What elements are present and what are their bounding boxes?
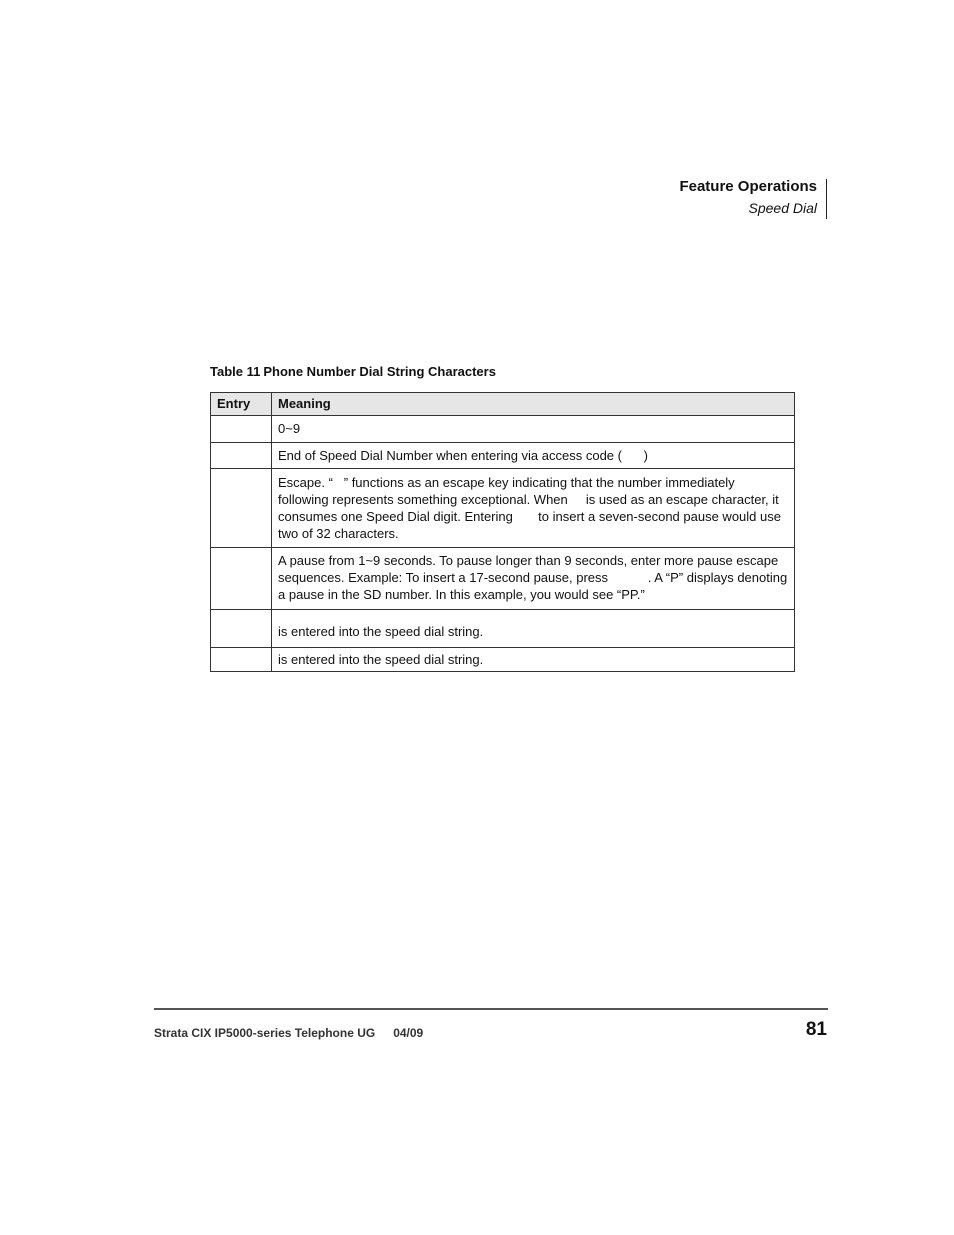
table-row	[211, 469, 795, 548]
table-title: Phone Number Dial String Characters	[263, 364, 496, 379]
meaning-cell: 0~9	[272, 416, 795, 443]
entry-cell	[211, 443, 272, 469]
entry-cell	[211, 648, 272, 672]
entry-cell	[211, 416, 272, 443]
meaning-cell: Escape. “ ” functions as an escape key indicating that the number immediately following represents something exceptional. When is used as an escape character, it consumes one Speed Dial digit. Entering to insert a seven-second pause would use two of 32 characters.	[272, 469, 795, 548]
table-row	[211, 648, 795, 672]
table-caption	[210, 364, 496, 379]
entry-cell	[211, 610, 272, 648]
footer	[154, 1026, 423, 1040]
running-header	[679, 177, 817, 217]
table-row	[211, 416, 795, 443]
table-row	[211, 548, 795, 610]
column-header-entry: Entry	[211, 393, 272, 416]
footer-divider	[154, 1008, 828, 1010]
meaning-cell: is entered into the speed dial string.	[272, 610, 795, 648]
section-title: Feature Operations	[679, 178, 817, 195]
entry-cell	[211, 548, 272, 610]
entry-cell	[211, 469, 272, 548]
column-header-meaning: Meaning	[272, 393, 795, 416]
page-number: 81	[805, 1019, 827, 1040]
meaning-cell: A pause from 1~9 seconds. To pause longer than 9 seconds, enter more pause escape sequences. Example: To insert a 17-second pause, press . A “P” displays denoting a pause in the SD number. In this example, you would see “PP.”	[272, 548, 795, 610]
meaning-cell: is entered into the speed dial string.	[272, 648, 795, 672]
meaning-cell: End of Speed Dial Number when entering via access code ( )	[272, 443, 795, 469]
table-row	[211, 610, 795, 648]
section-subtitle: Speed Dial	[748, 200, 817, 216]
footer-date: 04/09	[393, 1026, 424, 1040]
footer-doc-title: Strata CIX IP5000-series Telephone UG	[154, 1026, 376, 1040]
table-header-row	[211, 393, 795, 416]
table-row	[211, 443, 795, 469]
table-number: Table 11	[210, 364, 261, 379]
header-divider	[826, 179, 827, 219]
dial-string-table	[210, 392, 795, 672]
